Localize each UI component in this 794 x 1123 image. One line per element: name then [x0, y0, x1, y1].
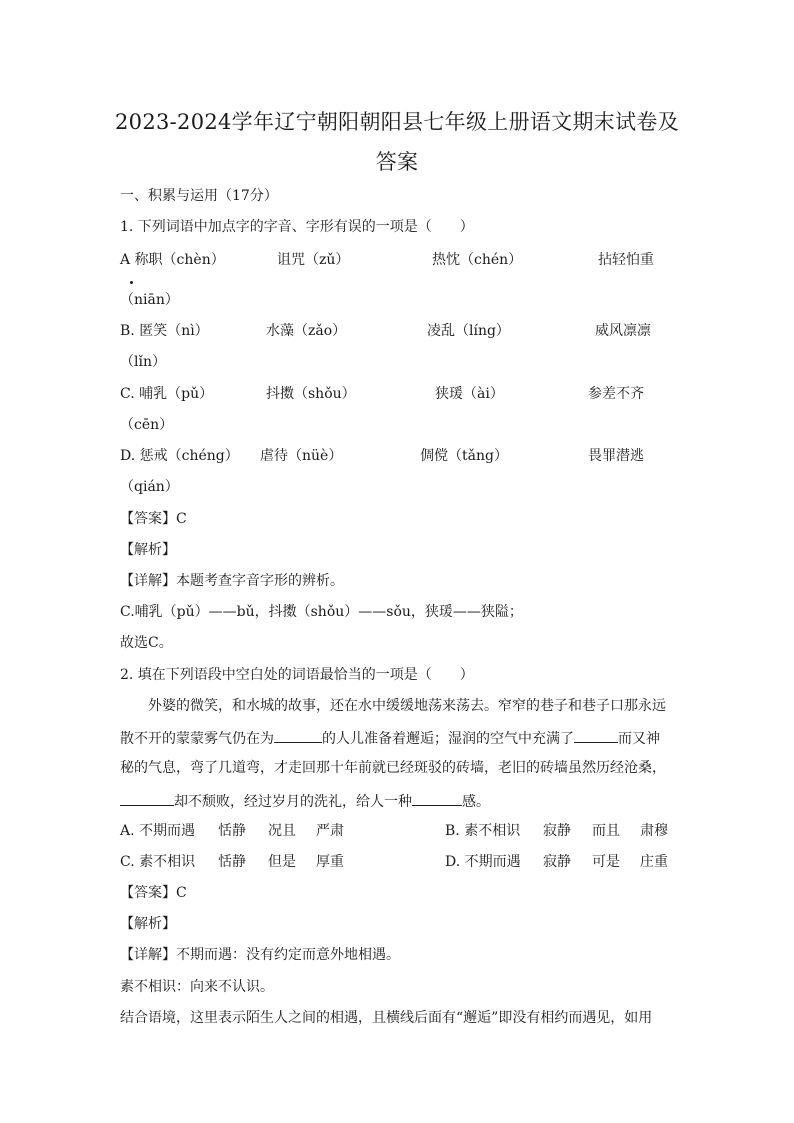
q2-option-a-word3: 况且	[268, 823, 296, 839]
q1-option-d-word1: D. 惩戒（chéng）	[120, 448, 239, 464]
q1-conclusion: 故选C。	[120, 635, 173, 651]
q2-option-c-word1: C. 素不相识	[120, 854, 196, 870]
q1-option-d-word2: 虐待（nüè）	[260, 448, 343, 464]
fill-blank-1	[274, 728, 322, 743]
q1-option-d-word4: 畏罪潜逃	[588, 448, 644, 464]
q2-option-a-word1: A. 不期而遇	[120, 823, 196, 839]
q2-passage-line-3: 秘的气息，弯了几道弯，才走回那十年前就已经斑驳的砖墙，老旧的砖墙虽然历经沧桑，	[120, 760, 666, 776]
fill-blank-4	[412, 791, 462, 806]
q2-passage-line-4-part2: 感。	[462, 794, 490, 810]
q1-option-b-word2: 水藻（zǎo）	[266, 323, 347, 339]
q2-definition: 素不相识：向来不认识。	[120, 979, 274, 995]
q1-option-c-word2: 抖擞（shǒu）	[266, 386, 356, 402]
q2-option-b-word4: 肃穆	[640, 823, 668, 839]
q2-option-b-word2: 寂静	[543, 823, 571, 839]
q1-answer: 【答案】C	[120, 511, 187, 527]
q2-option-d-word1: D. 不期而遇	[445, 854, 521, 870]
q2-passage-line-2-part2: 的人儿准备着邂逅；湿润的空气中充满了	[322, 731, 574, 747]
q1-detail: 【详解】本题考查字音字形的辨析。	[120, 573, 344, 589]
q2-option-c-word4: 厚重	[316, 854, 344, 870]
q2-passage-line-1: 外婆的微笑，和水城的故事，还在水中缓缓地荡来荡去。窄窄的巷子和巷子口那永远	[148, 698, 666, 714]
q1-option-b-word1: B. 匿笑（nì）	[120, 323, 209, 339]
q1-stem: 1. 下列词语中加点字的字音、字形有误的一项是（ ）	[120, 219, 474, 235]
q1-option-a-word2: 诅咒（zǔ）	[277, 252, 350, 268]
q1-option-d-word3: 倜傥（tǎng）	[420, 448, 508, 464]
q2-option-d-word3: 可是	[592, 854, 620, 870]
q2-stem: 2. 填在下列语段中空白处的词语最恰当的一项是（ ）	[120, 667, 474, 683]
q1-option-b-word4-pinyin: （lǐn）	[120, 354, 166, 370]
q1-option-b-word4: 威风凛凛	[595, 323, 651, 339]
q2-passage-line-2-part1: 散不开的蒙蒙雾气仍在为	[120, 731, 274, 747]
q2-option-b-word3: 而且	[592, 823, 620, 839]
q1-explanation: C.哺乳（pǔ）——bǔ，抖擞（shǒu）——sǒu，狭瑗——狭隘；	[120, 604, 523, 620]
q2-option-a-word2: 恬静	[218, 823, 246, 839]
q1-option-a-word4: 拈轻怕重	[598, 252, 654, 268]
q1-option-d-word4-pinyin: （qián）	[120, 479, 179, 495]
q1-analysis-heading: 【解析】	[120, 542, 176, 558]
q2-analysis-heading: 【解析】	[120, 916, 176, 932]
q2-option-d-word2: 寂静	[543, 854, 571, 870]
q2-passage-line-2	[120, 728, 660, 748]
q2-answer: 【答案】C	[120, 885, 187, 901]
q2-option-c-word3: 但是	[268, 854, 296, 870]
q1-option-c-word4-pinyin: （cēn）	[120, 417, 174, 433]
q2-option-b-word1: B. 素不相识	[445, 823, 521, 839]
document-title-line-2: 答案	[375, 150, 419, 174]
q2-passage-line-4-part1: 却不颓败，经过岁月的洗礼，给人一种	[174, 794, 412, 810]
document-title-line-1: 2023-2024学年辽宁朝阳朝阳县七年级上册语文期末试卷及	[115, 110, 679, 134]
q1-option-a-word4-pinyin: （niān）	[120, 292, 179, 308]
fill-blank-3	[120, 791, 174, 806]
q1-option-a-word3: 热忱（chén）	[432, 252, 523, 268]
fill-blank-2	[574, 728, 618, 743]
q2-option-c-word2: 恬静	[218, 854, 246, 870]
q1-option-c-word1: C. 哺乳（pǔ）	[120, 386, 214, 402]
q1-option-c-word4: 参差不齐	[588, 386, 644, 402]
q2-detail: 【详解】不期而遇：没有约定而意外地相遇。	[120, 947, 400, 963]
q1-option-c-word3: 狭瑗（ài）	[435, 386, 504, 402]
q2-option-d-word4: 庄重	[640, 854, 668, 870]
q1-option-a-word1: A 称职（chèn）	[120, 252, 225, 268]
q2-explanation-line: 结合语境，这里表示陌生人之间的相遇，且横线后面有“邂逅”即没有相约而遇见，如用	[120, 1010, 653, 1026]
q2-passage-line-2-part3: 而又神	[618, 731, 660, 747]
q2-passage-line-4	[120, 791, 490, 811]
q1-option-b-word3: 凌乱（líng）	[427, 323, 510, 339]
section-heading: 一、积累与运用（17分）	[120, 188, 278, 204]
q2-option-a-word4: 严肃	[316, 823, 344, 839]
emphasis-dot-mark	[130, 281, 133, 284]
